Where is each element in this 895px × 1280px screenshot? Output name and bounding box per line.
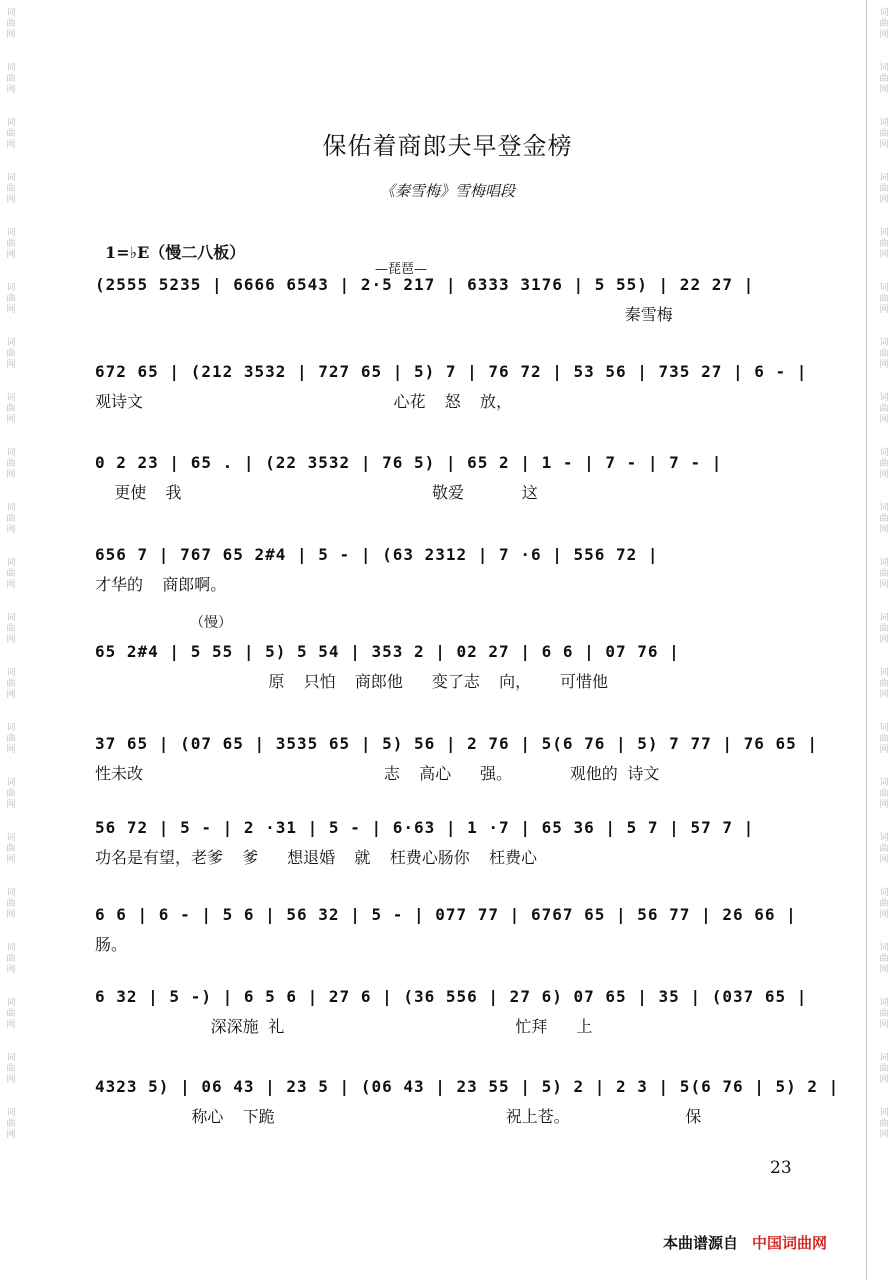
score-system-5 (95, 642, 815, 722)
watermark-glyph: 词 (6, 503, 16, 513)
watermark-glyph: 词 (6, 173, 16, 183)
watermark-glyph: 网 (6, 250, 16, 260)
watermark-glyph: 网 (879, 470, 889, 480)
watermark-glyph: 网 (879, 745, 889, 755)
lyrics-line: 性未改 志 高心 强。 观他的 诗文 (95, 764, 660, 783)
watermark-glyph: 网 (879, 690, 889, 700)
watermark-glyph: 网 (6, 800, 16, 810)
watermark-glyph: 曲 (6, 19, 16, 29)
tempo-mark: （慢） (190, 615, 232, 631)
score-system-8 (95, 905, 815, 985)
watermark-glyph-group (6, 605, 15, 660)
watermark-glyph: 词 (6, 283, 16, 293)
watermark-glyph-group (6, 1045, 15, 1100)
watermark-glyph-group (879, 935, 888, 990)
key-signature: 1=♭E（慢二八板） (105, 243, 246, 262)
watermark-glyph: 网 (879, 140, 889, 150)
score-system-3 (95, 453, 815, 533)
watermark-glyph-group (6, 55, 15, 110)
watermark-glyph: 网 (6, 140, 16, 150)
notation-line: (2555 5235 | 6666 6543 | 2·5 217 | 6333 3176 | 5 55) | 22 27 | (95, 275, 755, 294)
watermark-glyph: 曲 (879, 624, 889, 634)
watermark-glyph: 曲 (879, 294, 889, 304)
watermark-glyph: 词 (879, 283, 889, 293)
footer-source (663, 1232, 827, 1253)
watermark-glyph: 词 (879, 393, 889, 403)
watermark-glyph: 曲 (879, 349, 889, 359)
watermark-glyph: 曲 (879, 1064, 889, 1074)
watermark-glyph-group (879, 715, 888, 770)
watermark-glyph: 词 (6, 723, 16, 733)
watermark-glyph: 曲 (879, 569, 889, 579)
watermark-glyph: 网 (879, 635, 889, 645)
watermark-glyph-group (6, 550, 15, 605)
watermark-glyph: 网 (6, 1130, 16, 1140)
watermark-glyph: 曲 (6, 404, 16, 414)
watermark-glyph: 词 (6, 668, 16, 678)
watermark-glyph-group (6, 220, 15, 275)
watermark-glyph: 曲 (879, 1009, 889, 1019)
lyrics-line: 功名是有望，老爹 爹 想退婚 就 枉费心肠你 枉费心 (95, 848, 537, 867)
watermark-glyph: 曲 (6, 349, 16, 359)
watermark-glyph: 网 (879, 1020, 889, 1030)
watermark-glyph: 词 (879, 888, 889, 898)
notation-line: 6 6 | 6 - | 5 6 | 56 32 | 5 - | 077 77 | 6767 65 | 56 77 | 26 66 | (95, 905, 797, 924)
watermark-glyph: 网 (6, 745, 16, 755)
watermark-glyph: 网 (6, 910, 16, 920)
watermark-glyph: 词 (6, 778, 16, 788)
watermark-glyph: 词 (6, 833, 16, 843)
watermark-glyph: 词 (879, 1053, 889, 1063)
watermark-glyph-group (6, 0, 15, 55)
watermark-glyph-group (879, 550, 888, 605)
watermark-glyph: 曲 (879, 844, 889, 854)
watermark-glyph: 网 (879, 415, 889, 425)
watermark-glyph: 曲 (6, 844, 16, 854)
watermark-glyph-group (6, 990, 15, 1045)
watermark-glyph: 词 (6, 998, 16, 1008)
watermark-glyph: 词 (879, 723, 889, 733)
watermark-glyph: 词 (6, 393, 16, 403)
watermark-glyph: 网 (6, 855, 16, 865)
score-system-2 (95, 362, 815, 442)
watermark-glyph-group (879, 55, 888, 110)
watermark-glyph: 曲 (6, 899, 16, 909)
watermark-glyph: 词 (6, 1108, 16, 1118)
watermark-glyph-group (879, 440, 888, 495)
score-system-1 (95, 275, 815, 355)
watermark-glyph-group (879, 825, 888, 880)
watermark-glyph-group (6, 330, 15, 385)
watermark-glyph: 曲 (879, 404, 889, 414)
lyrics-line: 原 只怕 商郎他 变了志 向， 可惜他 (95, 672, 608, 691)
watermark-glyph: 词 (6, 888, 16, 898)
watermark-glyph: 网 (879, 855, 889, 865)
lyrics-line: 秦雪梅 (95, 305, 673, 324)
watermark-glyph: 网 (6, 415, 16, 425)
watermark-glyph: 词 (6, 8, 16, 18)
watermark-glyph: 网 (6, 360, 16, 370)
watermark-glyph-group (879, 330, 888, 385)
watermark-glyph: 网 (879, 580, 889, 590)
lyrics-line: 肠。 (95, 935, 128, 954)
watermark-glyph: 曲 (6, 624, 16, 634)
watermark-glyph: 曲 (6, 679, 16, 689)
watermark-glyph-group (6, 825, 15, 880)
notation-line: 37 65 | (07 65 | 3535 65 | 5) 56 | 2 76 | 5(6 76 | 5) 7 77 | 76 65 | (95, 734, 819, 753)
watermark-glyph: 词 (6, 558, 16, 568)
lyrics-line: 更使 我 敬爱 这 (95, 483, 538, 502)
watermark-glyph: 曲 (6, 954, 16, 964)
watermark-glyph: 词 (879, 668, 889, 678)
notation-line: 65 2#4 | 5 55 | 5) 5 54 | 353 2 | 02 27 | 6 6 | 07 76 | (95, 642, 680, 661)
watermark-glyph: 曲 (879, 679, 889, 689)
watermark-glyph: 曲 (6, 789, 16, 799)
watermark-glyph-group (879, 660, 888, 715)
watermark-glyph-group (879, 1100, 888, 1155)
score-system-9 (95, 987, 815, 1067)
watermark-glyph-group (879, 495, 888, 550)
watermark-glyph: 网 (879, 250, 889, 260)
watermark-glyph: 词 (879, 998, 889, 1008)
watermark-glyph: 网 (879, 30, 889, 40)
watermark-glyph: 网 (6, 965, 16, 975)
watermark-glyph: 曲 (6, 294, 16, 304)
notation-line: 0 2 23 | 65 . | (22 3532 | 76 5) | 65 2 | 1 - | 7 - | 7 - | (95, 453, 723, 472)
watermark-glyph-group (6, 440, 15, 495)
watermark-glyph: 曲 (6, 734, 16, 744)
watermark-glyph: 网 (879, 910, 889, 920)
watermark-glyph-group (6, 770, 15, 825)
watermark-glyph: 词 (879, 8, 889, 18)
watermark-glyph: 曲 (879, 459, 889, 469)
watermark-glyph: 曲 (879, 954, 889, 964)
watermark-glyph-group (6, 1100, 15, 1155)
notation-line: 656 7 | 767 65 2#4 | 5 - | (63 2312 | 7 ·6 | 556 72 | (95, 545, 659, 564)
watermark-glyph: 词 (879, 63, 889, 73)
watermark-glyph: 网 (879, 525, 889, 535)
watermark-glyph: 词 (879, 558, 889, 568)
watermark-glyph-group (6, 660, 15, 715)
watermark-glyph: 网 (6, 30, 16, 40)
watermark-glyph: 网 (879, 305, 889, 315)
watermark-glyph-group (879, 0, 888, 55)
watermark-glyph: 网 (879, 360, 889, 370)
source-label: 本曲谱源自 (663, 1234, 739, 1252)
watermark-glyph: 词 (879, 503, 889, 513)
watermark-glyph: 词 (6, 338, 16, 348)
watermark-glyph: 词 (879, 1108, 889, 1118)
watermark-glyph: 词 (6, 943, 16, 953)
score-system-7 (95, 818, 815, 898)
watermark-glyph: 曲 (879, 789, 889, 799)
watermark-glyph: 曲 (879, 129, 889, 139)
watermark-glyph-group (6, 495, 15, 550)
watermark-glyph-group (879, 275, 888, 330)
watermark-glyph: 曲 (6, 129, 16, 139)
watermark-glyph: 网 (879, 965, 889, 975)
watermark-glyph: 曲 (6, 514, 16, 524)
watermark-glyph-group (6, 880, 15, 935)
watermark-glyph: 网 (6, 305, 16, 315)
watermark-glyph-group (879, 385, 888, 440)
watermark-glyph: 词 (6, 448, 16, 458)
watermark-glyph: 网 (6, 1020, 16, 1030)
watermark-glyph: 网 (879, 85, 889, 95)
lyrics-line: 称心 下跪 祝上苍。 保 (95, 1107, 702, 1126)
watermark-glyph: 网 (6, 195, 16, 205)
instrument-mark: —琵琶— (375, 262, 428, 277)
score-system-4 (95, 545, 815, 625)
watermark-glyph-group (6, 385, 15, 440)
watermark-glyph: 词 (6, 613, 16, 623)
watermark-glyph: 网 (6, 1075, 16, 1085)
watermark-glyph-group (879, 220, 888, 275)
watermark-glyph-group (6, 935, 15, 990)
watermark-glyph: 曲 (6, 459, 16, 469)
watermark-glyph: 网 (6, 525, 16, 535)
lyrics-line: 观诗文 心花 怒 放， (95, 392, 512, 411)
page-number: 23 (770, 1158, 792, 1178)
notation-line: 4323 5) | 06 43 | 23 5 | (06 43 | 23 55 | 5) 2 | 2 3 | 5(6 76 | 5) 2 | (95, 1077, 840, 1096)
watermark-glyph: 网 (6, 470, 16, 480)
watermark-glyph: 曲 (6, 74, 16, 84)
song-title: 保佑着商郎夫早登金榜 (322, 132, 573, 160)
watermark-glyph: 曲 (6, 1009, 16, 1019)
watermark-glyph-group (6, 275, 15, 330)
watermark-glyph: 词 (879, 118, 889, 128)
watermark-glyph-group (879, 990, 888, 1045)
watermark-glyph: 词 (879, 943, 889, 953)
watermark-glyph-group (879, 770, 888, 825)
watermark-glyph: 曲 (879, 74, 889, 84)
watermark-glyph: 曲 (879, 19, 889, 29)
watermark-glyph: 网 (879, 1075, 889, 1085)
watermark-glyph: 网 (6, 690, 16, 700)
watermark-glyph: 词 (6, 1053, 16, 1063)
watermark-glyph: 词 (6, 228, 16, 238)
score-system-6 (95, 734, 819, 814)
watermark-glyph: 曲 (6, 569, 16, 579)
watermark-glyph: 网 (6, 580, 16, 590)
watermark-glyph: 网 (879, 1130, 889, 1140)
watermark-glyph: 词 (879, 833, 889, 843)
watermark-glyph: 词 (6, 118, 16, 128)
watermark-glyph: 曲 (6, 239, 16, 249)
watermark-glyph-group (879, 1045, 888, 1100)
watermark-glyph: 曲 (6, 184, 16, 194)
watermark-glyph: 曲 (879, 184, 889, 194)
watermark-glyph: 曲 (879, 239, 889, 249)
lyrics-line: 才华的 商郎啊。 (95, 575, 227, 594)
watermark-glyph: 曲 (879, 899, 889, 909)
watermark-glyph: 词 (879, 338, 889, 348)
notation-line: 56 72 | 5 - | 2 ·31 | 5 - | 6·63 | 1 ·7 | 65 36 | 5 7 | 57 7 | (95, 818, 755, 837)
watermark-glyph-group (879, 880, 888, 935)
notation-line: 672 65 | (212 3532 | 727 65 | 5) 7 | 76 72 | 53 56 | 735 27 | 6 - | (95, 362, 808, 381)
watermark-glyph: 网 (879, 800, 889, 810)
watermark-glyph: 曲 (6, 1119, 16, 1129)
watermark-glyph: 词 (879, 778, 889, 788)
watermark-glyph: 词 (6, 63, 16, 73)
song-subtitle: 《秦雪梅》雪梅唱段 (379, 182, 515, 200)
watermark-glyph: 曲 (6, 1064, 16, 1074)
watermark-glyph: 曲 (879, 1119, 889, 1129)
source-brand-link[interactable]: 中国词曲网 (752, 1234, 828, 1252)
watermark-glyph: 词 (879, 173, 889, 183)
watermark-glyph: 词 (879, 448, 889, 458)
watermark-glyph: 词 (879, 613, 889, 623)
watermark-glyph: 网 (879, 195, 889, 205)
watermark-glyph: 曲 (879, 734, 889, 744)
watermark-glyph: 网 (6, 85, 16, 95)
notation-line: 6 32 | 5 -) | 6 5 6 | 27 6 | (36 556 | 27 6) 07 65 | 35 | (037 65 | (95, 987, 808, 1006)
watermark-glyph-group (6, 715, 15, 770)
lyrics-line: 深深施 礼 忙拜 上 (95, 1017, 593, 1036)
watermark-glyph: 网 (6, 635, 16, 645)
watermark-glyph: 曲 (879, 514, 889, 524)
watermark-glyph: 词 (879, 228, 889, 238)
watermark-glyph-group (879, 605, 888, 660)
score-system-10 (95, 1077, 840, 1157)
